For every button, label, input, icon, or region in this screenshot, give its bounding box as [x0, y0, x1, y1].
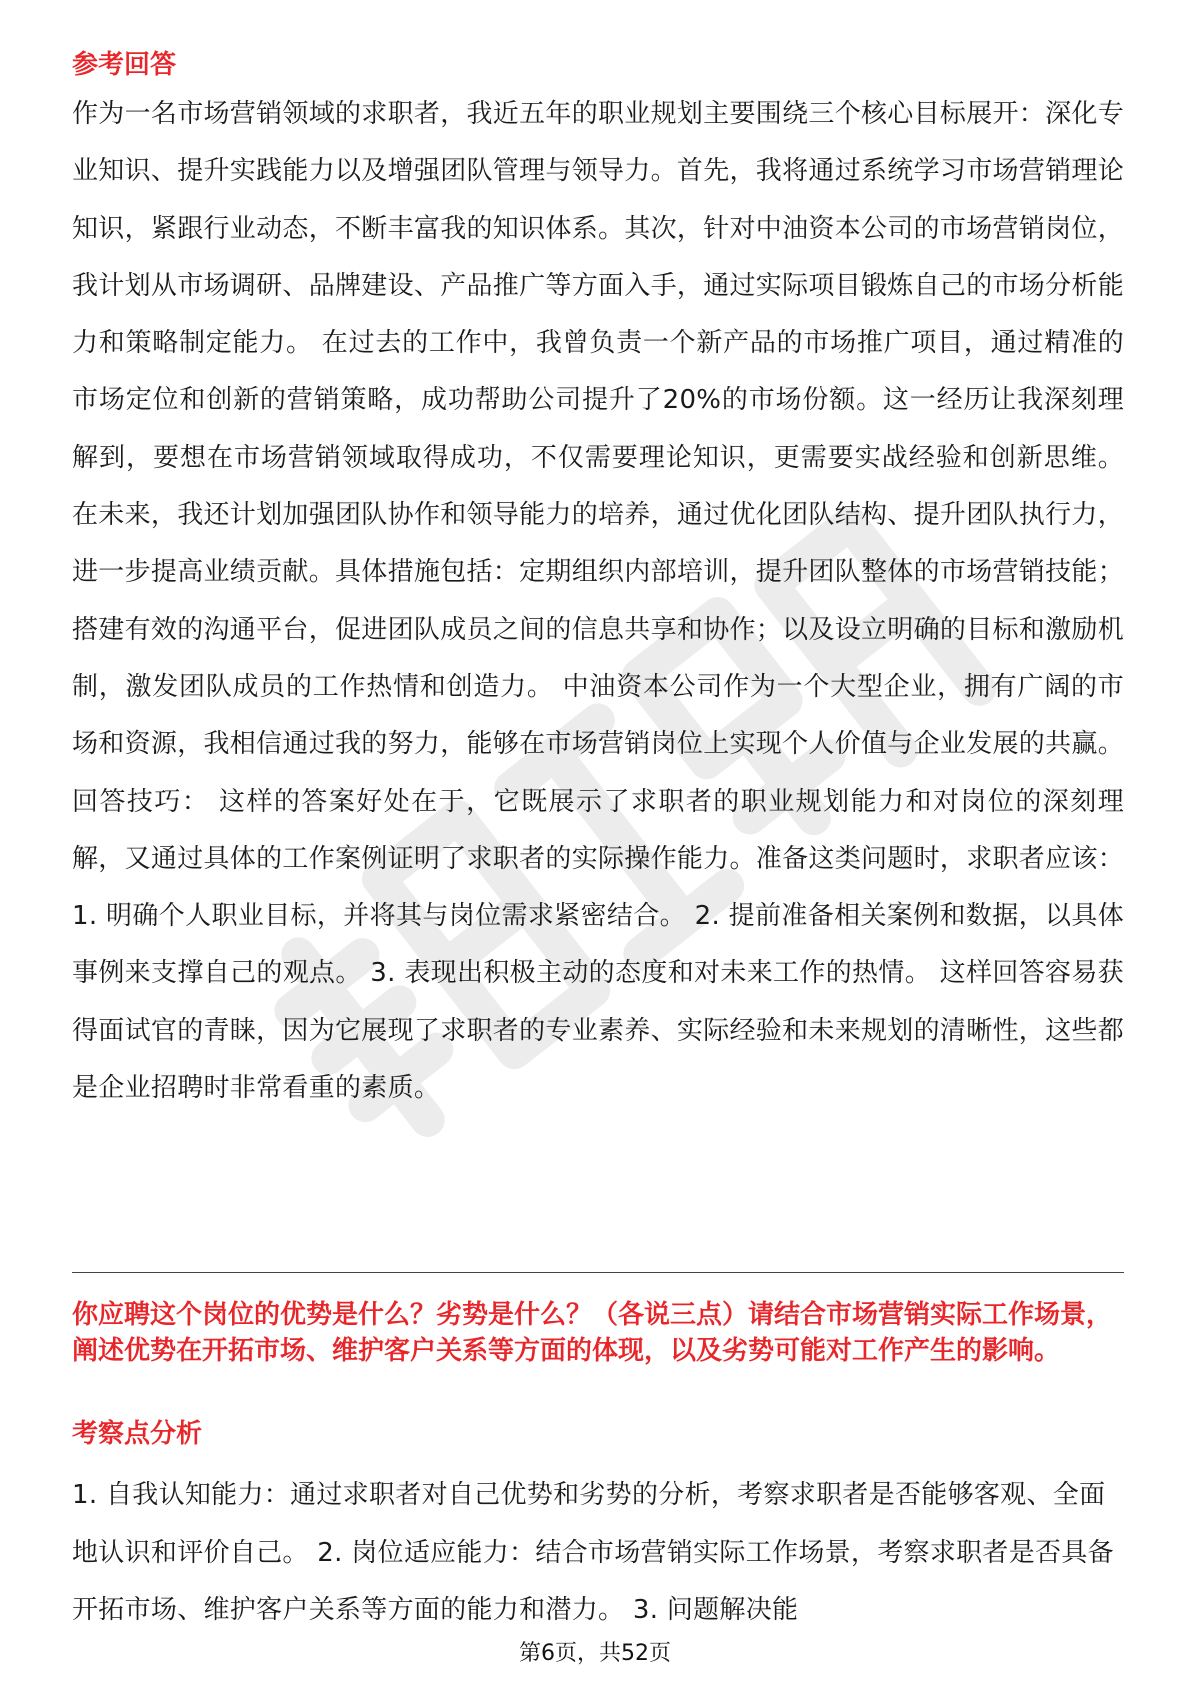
analysis-heading: 考察点分析	[72, 1419, 203, 1449]
analysis-text: 1. 自我认知能力：通过求职者对自己优势和劣势的分析，考察求职者是否能够客观、全面地认识和评价自己。 2. 岗位适应能力：结合市场营销实际工作场景，考察求职者是否具备开拓市场、维护客户关系等方面的能力和潜力。 3. 问题解决能	[72, 1480, 1114, 1625]
answer-heading: 参考回答	[72, 50, 177, 80]
page-number: 第6页，共52页	[519, 1641, 671, 1666]
section-divider	[72, 1272, 1124, 1273]
answer-text: 作为一名市场营销领域的求职者，我近五年的职业规划主要围绕三个核心目标展开：深化专业知识、提升实践能力以及增强团队管理与领导力。首先，我将通过系统学习市场营销理论知识，紧跟行业动态，不断丰富我的知识体系。其次，针对中油资本公司的市场营销岗位，我计划从市场调研、品牌建设、产品推广等方面入手，通过实际项目锻炼自己的市场分析能力和策略制定能力。 在过去的工作中，我曾负责一个新产品的市场推广项目，通过精准的市场定位和创新的营销策略，成功帮助公司提升了20%的市场份额。这一经历让我深刻理解到，要想在市场营销领域取得成功，不仅需要理论知识，更需要实战经验和创新思维。 在未来，我还计划加强团队协作和领导能力的培养，通过优化团队结构、提升团队执行力，进一步提高业绩贡献。具体措施包括：定期组织内部培训，提升团队整体的市场营销技能；搭建有效的沟通平台，促进团队成员之间的信息共享和协作；以及设立明确的目标和激励机制，激发团队成员的工作热情和创造力。 中油资本公司作为一个大型企业，拥有广阔的市场和资源，我相信通过我的努力，能够在市场营销岗位上实现个人价值与企业发展的共赢。 回答技巧： 这样的答案好处在于，它既展示了求职者的职业规划能力和对岗位的深刻理解，又通过具体的工作案例证明了求职者的实际操作能力。准备这类问题时，求职者应该： 1. 明确个人职业目标，并将其与岗位需求紧密结合。 2. 提前准备相关案例和数据，以具体事例来支撑自己的观点。 3. 表现出积极主动的态度和对未来工作的热情。 这样回答容易获得面试官的青睐，因为它展现了求职者的专业素养、实际经验和未来规划的清晰性，这些都是企业招聘时非常看重的素质。	[72, 99, 1125, 1104]
question-text: 你应聘这个岗位的优势是什么？劣势是什么？（各说三点）请结合市场营销实际工作场景，阐述优势在开拓市场、维护客户关系等方面的体现，以及劣势可能对工作产生的影响。	[72, 1300, 1113, 1366]
